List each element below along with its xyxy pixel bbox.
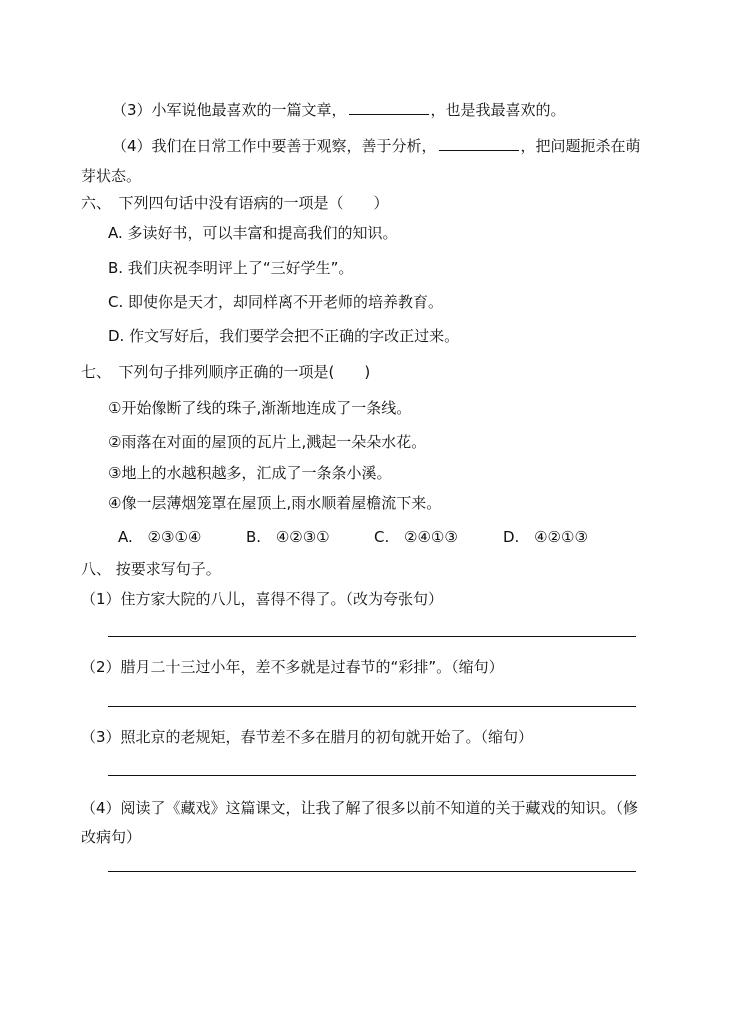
q7-choice-d-letter: D.: [503, 528, 520, 546]
q7-choice-a-value: ②③①④: [147, 528, 202, 546]
q5-item-4-text-after: ，把问题扼杀在萌: [520, 137, 641, 155]
q8-item-2-answer-line[interactable]: [108, 706, 636, 707]
q7-choice-b-value: ④②③①: [275, 528, 330, 546]
q7-choice-a: [118, 527, 201, 547]
q5-item-3: [112, 100, 566, 120]
q8-item-2: （2）腊月二十三过小年，差不多就是过春节的“彩排”。（缩句）: [81, 658, 504, 676]
q8-item-3-answer-line[interactable]: [108, 775, 636, 776]
q6-option-b: B. 我们庆祝李明评上了“三好学生”。: [108, 259, 354, 277]
q5-item-4-continuation: 芽状态。: [81, 167, 142, 185]
q7-title: 七、 下列句子排列顺序正确的一项是( ): [81, 363, 371, 381]
q8-item-1-answer-line[interactable]: [108, 636, 636, 637]
q8-title: 八、 按要求写句子。: [81, 560, 221, 578]
q6-option-d: D. 作文写好后，我们要学会把不正确的字改正过来。: [108, 327, 460, 345]
q7-choice-d-value: ④②①③: [534, 528, 588, 546]
q7-choice-d: [503, 527, 588, 547]
q8-item-3: （3）照北京的老规矩，春节差不多在腊月的初旬就开始了。（缩句）: [81, 728, 534, 746]
q5-item-3-text-after: ，也是我最喜欢的。: [430, 101, 566, 119]
q7-choice-c: [374, 527, 458, 547]
q6-option-a: A. 多读好书，可以丰富和提高我们的知识。: [108, 224, 398, 242]
q7-sentence-4: ④像一层薄烟笼罩在屋顶上,雨水顺着屋檐流下来。: [108, 494, 442, 512]
q7-choice-b: [246, 527, 330, 547]
q7-sentence-2: ②雨落在对面的屋顶的瓦片上,溅起一朵朵水花。: [108, 433, 427, 451]
q7-choice-a-letter: A.: [118, 528, 133, 546]
q8-item-4: （4）阅读了《藏戏》这篇课文，让我了解了很多以前不知道的关于藏戏的知识。（修: [81, 799, 639, 817]
q5-item-4-text-before: （4）我们在日常工作中要善于观察，善于分析，: [112, 137, 437, 155]
q5-item-3-blank[interactable]: [349, 100, 429, 115]
q8-item-4-continuation: 改病句）: [81, 828, 142, 846]
q5-item-3-text-before: （3）小军说他最喜欢的一篇文章，: [112, 101, 347, 119]
q7-sentence-3: ③地上的水越积越多，汇成了一条条小溪。: [108, 464, 392, 482]
q7-choice-c-value: ②④①③: [404, 528, 458, 546]
q6-option-c: C. 即使你是天才，却同样离不开老师的培养教育。: [108, 293, 444, 311]
q7-choice-c-letter: C.: [374, 528, 390, 546]
q7-sentence-1: ①开始像断了线的珠子,渐渐地连成了一条线。: [108, 399, 412, 417]
q7-choice-b-letter: B.: [246, 528, 262, 546]
q5-item-4: [112, 136, 641, 156]
q8-item-4-answer-line[interactable]: [108, 871, 636, 872]
q8-item-1: （1）住方家大院的八儿，喜得不得了。（改为夸张句）: [81, 590, 444, 608]
q6-title: 六、 下列四句话中没有语病的一项是（ ）: [81, 194, 389, 212]
q5-item-4-blank[interactable]: [439, 136, 519, 151]
